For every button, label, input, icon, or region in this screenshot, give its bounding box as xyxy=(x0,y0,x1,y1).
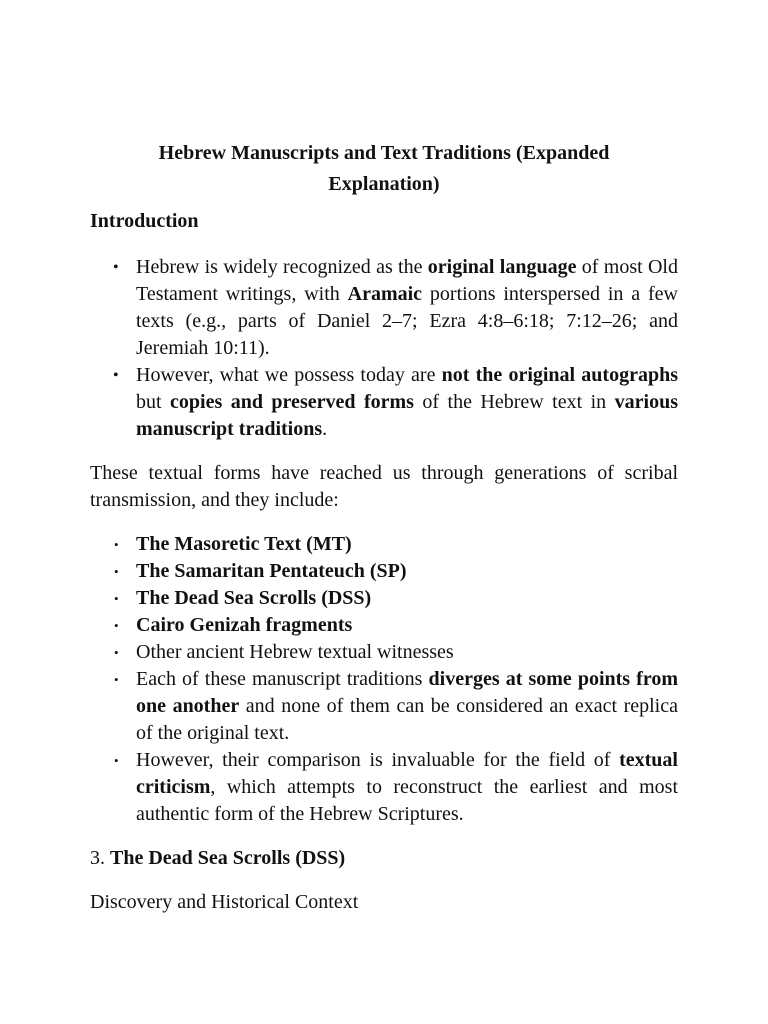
list-item xyxy=(90,558,678,585)
text-run: and none of them can be considered an exact replica of the original text. xyxy=(136,695,678,744)
bold-text-run: not the original autographs xyxy=(441,364,678,386)
transition-paragraph: These textual forms have reached us through generations of scribal transmission, and they include: xyxy=(90,462,678,511)
text-run: of the Hebrew text in xyxy=(413,391,615,413)
list-item xyxy=(90,639,678,666)
bold-text-run: Aramaic xyxy=(347,283,423,305)
list-item xyxy=(90,585,678,612)
list-item xyxy=(90,666,678,747)
list-item xyxy=(90,254,678,362)
text-run: However, what we possess today are xyxy=(136,364,442,386)
bullet-icon: • xyxy=(113,259,119,276)
introduction-list xyxy=(90,254,678,443)
bullet-icon: • xyxy=(114,537,119,552)
document-title-line-1: Hebrew Manuscripts and Text Traditions (Expanded xyxy=(158,142,610,164)
list-item xyxy=(90,531,678,558)
bold-text-run: copies and preserved forms xyxy=(170,391,414,413)
bold-text-run: textual criticism xyxy=(136,749,678,798)
tradition-name: Cairo Genizah fragments xyxy=(136,614,353,636)
document-title xyxy=(90,138,678,200)
bullet-icon: • xyxy=(114,564,119,579)
bullet-icon: • xyxy=(114,672,119,687)
bullet-icon: • xyxy=(113,367,119,384)
bullet-icon: • xyxy=(114,753,119,768)
bullet-icon: • xyxy=(114,645,119,660)
bold-text-run: diverges at some points from one another xyxy=(136,668,678,717)
text-run: . xyxy=(322,418,328,440)
bold-text-run: original language xyxy=(427,256,577,278)
text-run: but xyxy=(136,391,171,413)
text-run: Hebrew is widely recognized as the xyxy=(136,256,428,278)
text-run: portions interspersed in a few texts (e.g., parts of Daniel 2–7; Ezra 4:8–6:18; 7:12–26; and Jeremiah 10:11). xyxy=(136,283,678,359)
list-item xyxy=(90,362,678,443)
tradition-name: The Dead Sea Scrolls (DSS) xyxy=(136,587,372,609)
subsection-heading: Discovery and Historical Context xyxy=(90,891,359,913)
bold-text-run: various manuscript traditions xyxy=(136,391,678,440)
section-3-heading xyxy=(90,845,678,872)
section-title: The Dead Sea Scrolls (DSS) xyxy=(110,847,346,869)
text-run: However, their comparison is invaluable for the field of xyxy=(136,749,620,771)
bullet-icon: • xyxy=(114,618,119,633)
tradition-name: The Masoretic Text (MT) xyxy=(136,533,352,555)
introduction-heading: Introduction xyxy=(90,210,199,232)
traditions-list xyxy=(90,531,678,828)
list-item xyxy=(90,612,678,639)
tradition-name: The Samaritan Pentateuch (SP) xyxy=(136,560,407,582)
document-title-line-2: Explanation) xyxy=(328,173,440,195)
text-run: Each of these manuscript traditions xyxy=(136,668,429,690)
other-witnesses-text: Other ancient Hebrew textual witnesses xyxy=(136,641,454,663)
text-run: , which attempts to reconstruct the earliest and most authentic form of the Hebrew Scriptures. xyxy=(136,776,678,825)
text-run: of most Old Testament writings, with xyxy=(136,256,678,305)
list-item xyxy=(90,747,678,828)
document-body xyxy=(90,138,678,916)
section-number: 3. xyxy=(90,847,110,869)
bullet-icon: • xyxy=(114,591,119,606)
